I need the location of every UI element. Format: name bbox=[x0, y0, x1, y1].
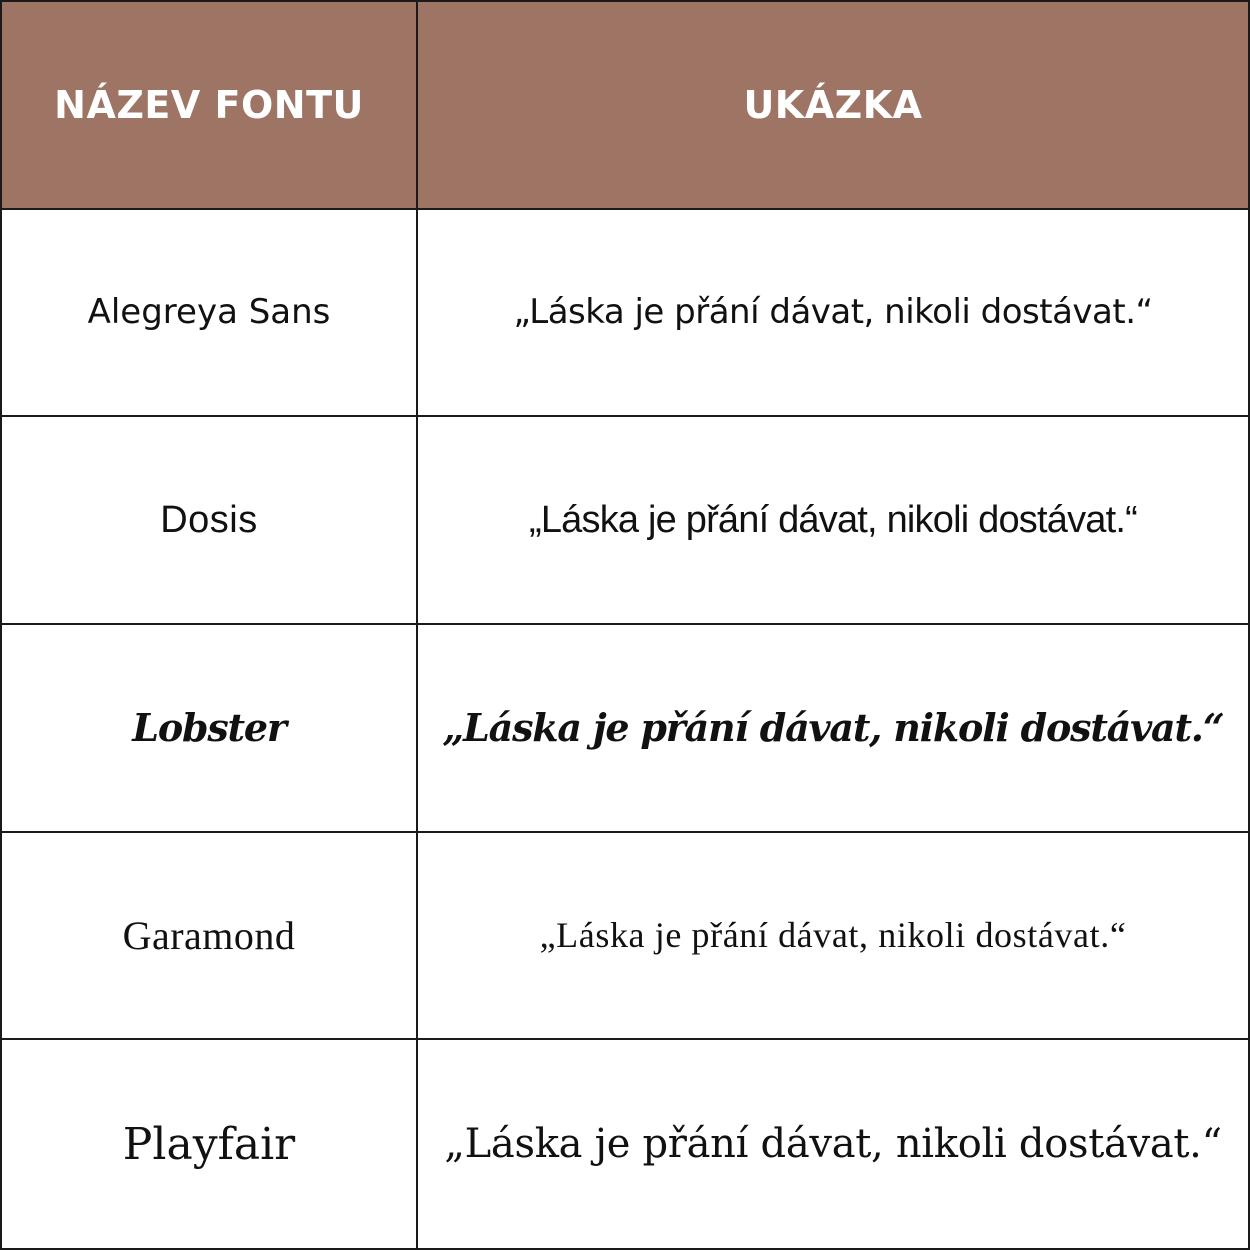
column-header-sample: UKÁZKA bbox=[418, 2, 1248, 210]
font-sample-cell: „Láska je přání dávat, nikoli dostávat.“ bbox=[418, 210, 1248, 418]
font-name-cell: Alegreya Sans bbox=[2, 210, 418, 418]
font-name-cell: Dosis bbox=[2, 417, 418, 625]
font-name-cell: Playfair bbox=[2, 1040, 418, 1248]
font-name-cell: Lobster bbox=[2, 625, 418, 833]
font-sample-cell: „Láska je přání dávat, nikoli dostávat.“ bbox=[418, 625, 1248, 833]
font-sample-cell: „Láska je přání dávat, nikoli dostávat.“ bbox=[444, 1121, 1222, 1168]
column-header-font-name: NÁZEV FONTU bbox=[2, 2, 418, 210]
font-sample-cell: „Láska je přání dávat, nikoli dostávat.“ bbox=[418, 833, 1248, 1041]
font-sample-cell: „Láska je přání dávat, nikoli dostávat.“ bbox=[418, 417, 1248, 625]
font-name-cell: Garamond bbox=[2, 833, 418, 1041]
